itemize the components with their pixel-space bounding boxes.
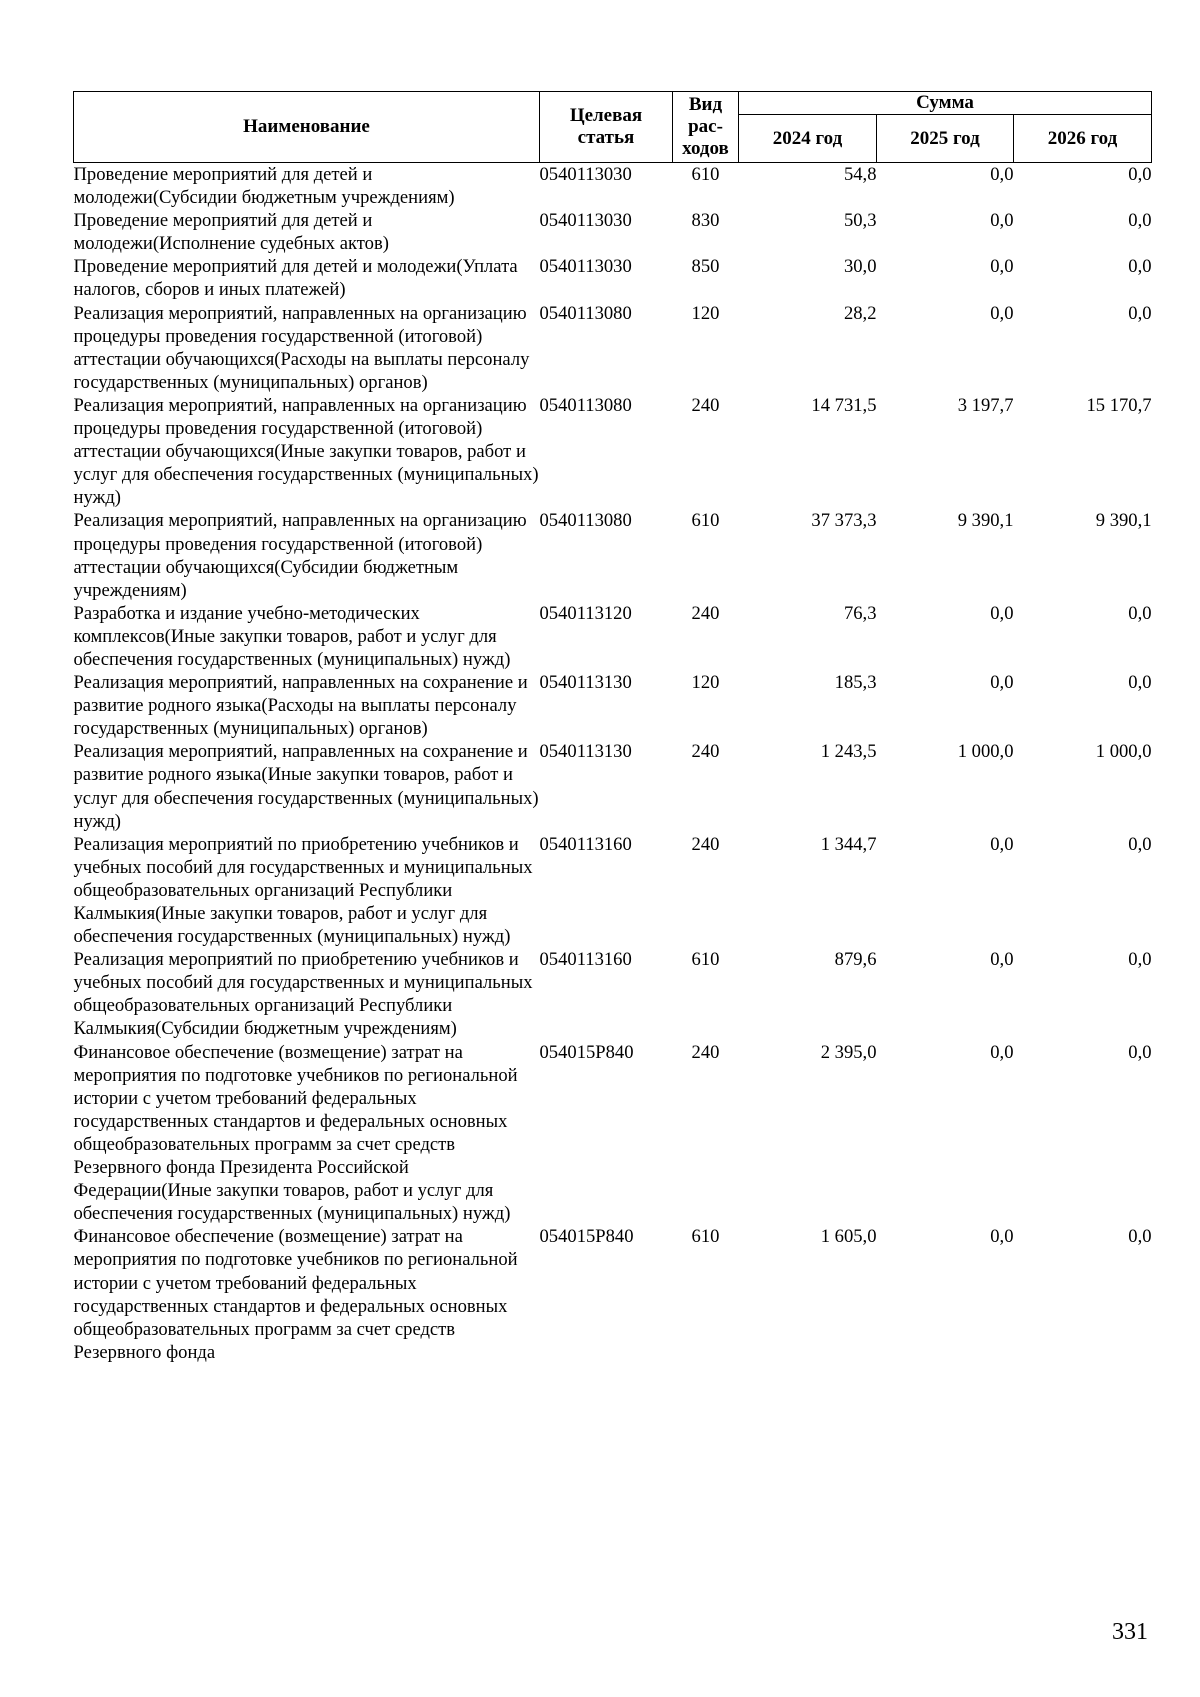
row-2025: 0,0 [990, 949, 1014, 971]
row-code: 054015Р840 [539, 1226, 634, 1248]
row-vid: 610 [691, 1226, 720, 1248]
table-row [74, 833, 1152, 948]
table-row [74, 163, 1152, 210]
row-2024: 1 243,5 [820, 741, 877, 763]
row-2025: 0,0 [990, 833, 1014, 855]
row-2026: 15 170,7 [1086, 394, 1152, 416]
row-code: 0540113030 [539, 164, 632, 185]
row-code: 0540113080 [539, 302, 632, 324]
table-row [74, 509, 1152, 601]
row-vid: 120 [691, 302, 720, 324]
header-vid [673, 92, 739, 163]
row-2026: 0,0 [1128, 672, 1152, 694]
row-vid: 240 [691, 833, 720, 855]
row-2025: 0,0 [990, 164, 1014, 185]
table-row [74, 948, 1152, 1040]
row-vid: 610 [691, 510, 720, 532]
row-2025: 9 390,1 [957, 510, 1014, 532]
header-target: Целевая статья [540, 92, 673, 163]
row-2026: 0,0 [1128, 1226, 1152, 1248]
row-2024: 1 605,0 [820, 1226, 877, 1248]
table-row [74, 1041, 1152, 1226]
row-2024: 879,6 [834, 949, 877, 971]
header-sum: Сумма [739, 92, 1152, 115]
row-2024: 14 731,5 [811, 394, 877, 416]
budget-table [73, 91, 1152, 1364]
row-2026: 9 390,1 [1095, 510, 1152, 532]
row-2024: 30,0 [843, 256, 877, 278]
row-name: Финансовое обеспечение (возмещение) затрат на мероприятия по подготовке учебников по региональной истории с учетом требований федеральных государственных стандартов и федеральных основных общеобразовательных программ за счет средств Резервного фонда [73, 1226, 518, 1363]
table-row [74, 1225, 1152, 1364]
row-code: 0540113030 [539, 256, 632, 278]
row-2024: 76,3 [843, 602, 877, 624]
row-name: Реализация мероприятий, направленных на организацию процедуры проведения государственной (итоговой) аттестации обучающихся(Иные закупки товаров, работ и услуг для обеспечения государственных (муниципальных) нужд) [73, 394, 539, 509]
row-2025: 0,0 [990, 1226, 1014, 1248]
row-2025: 0,0 [990, 602, 1014, 624]
row-2024: 2 395,0 [820, 1041, 877, 1063]
row-name: Проведение мероприятий для детей и молодежи(Субсидии бюджетным учреждениям) [73, 164, 455, 209]
row-name: Реализация мероприятий, направленных на сохранение и развитие родного языка(Иные закупки товаров, работ и услуг для обеспечения государственных (муниципальных) нужд) [73, 741, 539, 832]
row-vid: 850 [691, 256, 720, 278]
header-year-2025: 2025 год [877, 115, 1014, 163]
row-vid: 240 [691, 602, 720, 624]
row-2026: 0,0 [1128, 949, 1152, 971]
row-vid: 240 [691, 394, 720, 416]
row-name: Финансовое обеспечение (возмещение) затрат на мероприятия по подготовке учебников по региональной истории с учетом требований федеральных государственных стандартов и федеральных основных общеобразовательных программ за счет средств Резервного фонда Президента Российской Федерации(Иные закупки товаров, работ и услуг для обеспечения государственных (муниципальных) нужд) [73, 1041, 518, 1225]
row-2025: 3 197,7 [957, 394, 1014, 416]
row-2025: 0,0 [990, 1041, 1014, 1063]
row-2024: 185,3 [834, 672, 877, 694]
header-name: Наименование [74, 92, 540, 163]
row-2025: 0,0 [990, 672, 1014, 694]
row-2025: 0,0 [990, 256, 1014, 278]
row-name: Проведение мероприятий для детей и молодежи(Уплата налогов, сборов и иных платежей) [73, 256, 518, 301]
page-number: 331 [1112, 1619, 1148, 1645]
table-row [74, 209, 1152, 255]
row-code: 0540113120 [539, 602, 632, 624]
row-2024: 50,3 [843, 210, 877, 232]
row-code: 0540113160 [539, 949, 632, 971]
row-2024: 37 373,3 [811, 510, 877, 532]
row-vid: 240 [691, 741, 720, 763]
row-code: 0540113130 [539, 672, 632, 694]
row-code: 054015Р840 [539, 1041, 634, 1063]
row-2026: 0,0 [1128, 833, 1152, 855]
row-name: Реализация мероприятий по приобретению учебников и учебных пособий для государственных и муниципальных общеобразовательных организаций Республики Калмыкия(Иные закупки товаров, работ и услуг для обеспечения государственных (муниципальных) нужд) [73, 833, 533, 948]
row-2024: 54,8 [843, 164, 877, 185]
table-row [74, 394, 1152, 509]
row-2026: 0,0 [1128, 302, 1152, 324]
row-2026: 0,0 [1128, 602, 1152, 624]
row-2026: 0,0 [1128, 256, 1152, 278]
row-2024: 1 344,7 [820, 833, 877, 855]
header-vid-line: ходов [682, 138, 729, 159]
row-code: 0540113030 [539, 210, 632, 232]
row-name: Реализация мероприятий, направленных на организацию процедуры проведения государственной (итоговой) аттестации обучающихся(Субсидии бюджетным учреждениям) [73, 510, 527, 601]
row-vid: 830 [691, 210, 720, 232]
row-code: 0540113130 [539, 741, 632, 763]
row-2025: 1 000,0 [957, 741, 1014, 763]
row-code: 0540113080 [539, 510, 632, 532]
table-row [74, 302, 1152, 394]
row-name: Разработка и издание учебно-методических комплексов(Иные закупки товаров, работ и услуг для обеспечения государственных (муниципальных) нужд) [73, 602, 511, 670]
table-row [74, 671, 1152, 740]
header-vid-line: Вид [688, 94, 723, 115]
header-year-2026: 2026 год [1014, 115, 1152, 163]
row-2025: 0,0 [990, 210, 1014, 232]
row-2026: 0,0 [1128, 1041, 1152, 1063]
row-2025: 0,0 [990, 302, 1014, 324]
row-vid: 240 [691, 1041, 720, 1063]
row-code: 0540113160 [539, 833, 632, 855]
table-row [74, 740, 1152, 832]
row-vid: 610 [691, 164, 720, 185]
row-vid: 610 [691, 949, 720, 971]
row-vid: 120 [691, 672, 720, 694]
row-2024: 28,2 [843, 302, 877, 324]
row-2026: 0,0 [1128, 164, 1152, 185]
row-name: Реализация мероприятий, направленных на организацию процедуры проведения государственной (итоговой) аттестации обучающихся(Расходы на выплаты персоналу государственных (муниципальных) органов) [73, 302, 530, 393]
row-name: Проведение мероприятий для детей и молодежи(Исполнение судебных актов) [73, 210, 389, 255]
row-2026: 1 000,0 [1095, 741, 1152, 763]
row-name: Реализация мероприятий по приобретению учебников и учебных пособий для государственных и муниципальных общеобразовательных организаций Республики Калмыкия(Субсидии бюджетным учреждениям) [73, 949, 533, 1040]
header-year-2024: 2024 год [739, 115, 877, 163]
row-name: Реализация мероприятий, направленных на сохранение и развитие родного языка(Расходы на выплаты персоналу государственных (муниципальных) органов) [73, 672, 528, 740]
row-code: 0540113080 [539, 394, 632, 416]
table-body [74, 163, 1152, 1364]
table-row [74, 255, 1152, 301]
table-header [74, 92, 1152, 163]
header-vid-line: рас- [688, 116, 723, 137]
row-2026: 0,0 [1128, 210, 1152, 232]
table-row [74, 602, 1152, 671]
